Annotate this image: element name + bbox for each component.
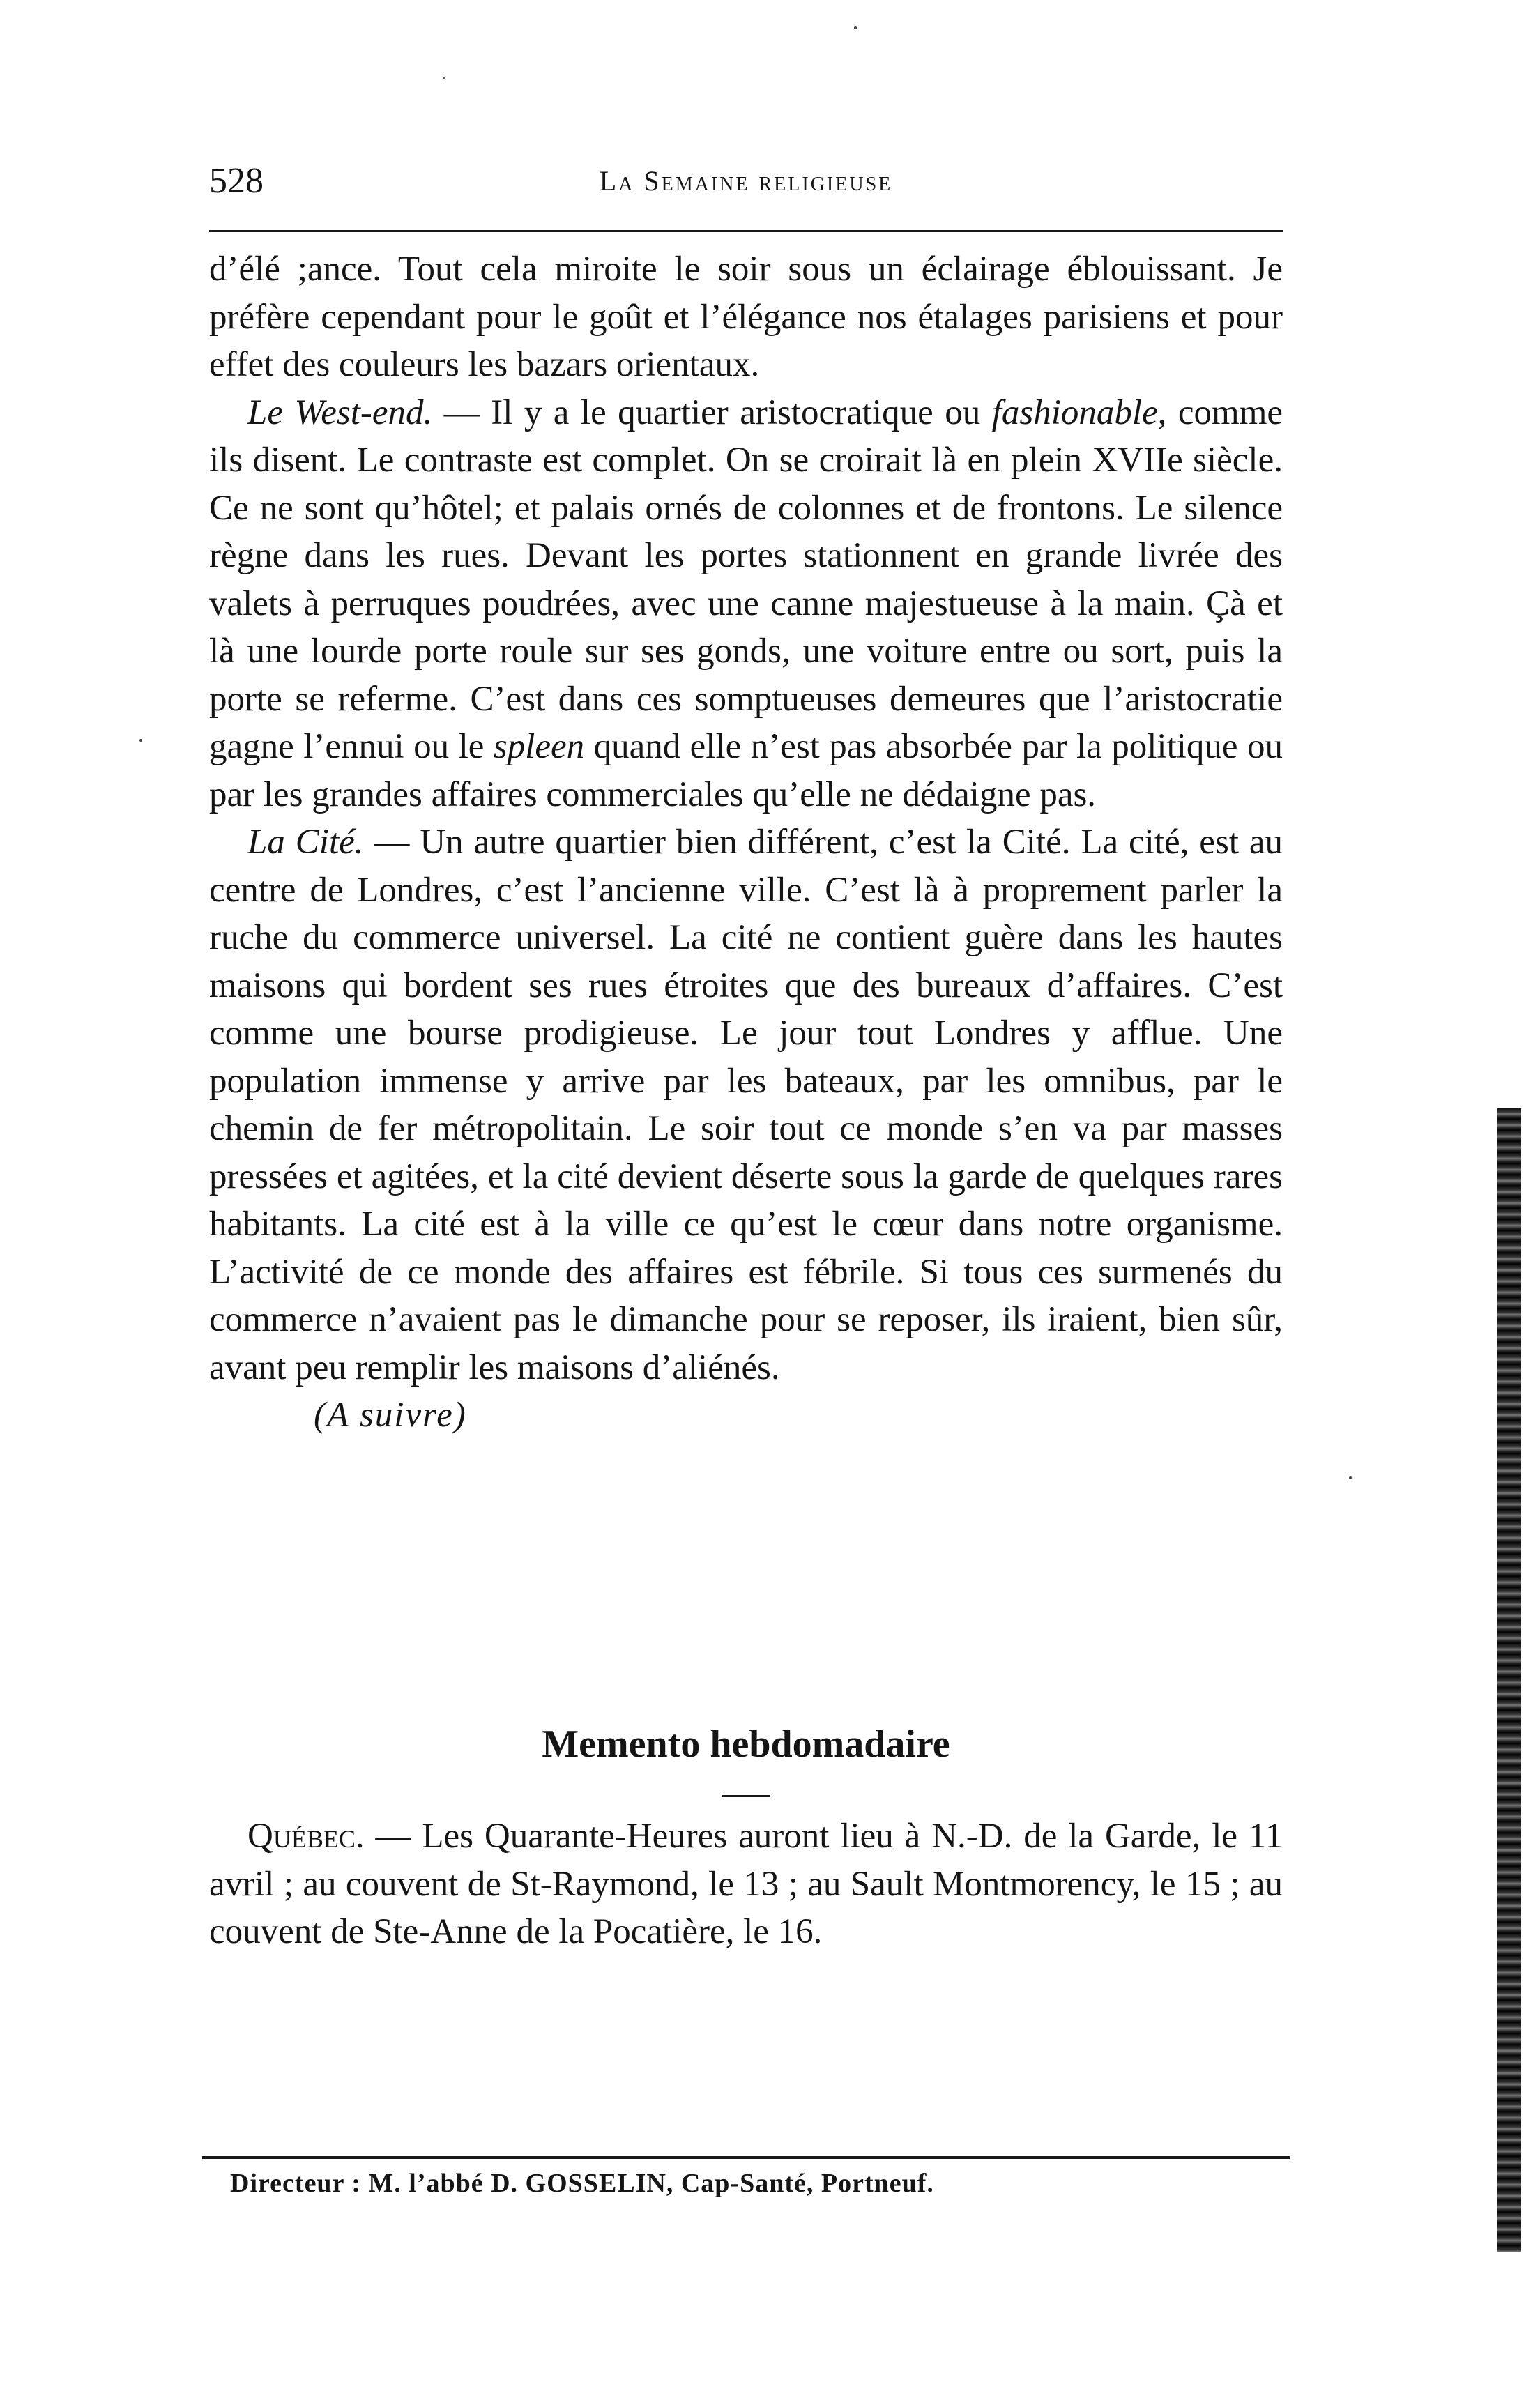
memento-dash xyxy=(722,1795,770,1797)
scanned-page-edge xyxy=(1497,1108,1521,2252)
section-lead-la-cite: La Cité. xyxy=(247,823,364,862)
scan-speck xyxy=(854,26,857,29)
scan-speck xyxy=(1349,1476,1352,1479)
italic-term: spleen xyxy=(493,727,585,766)
header-rule xyxy=(209,230,1283,232)
footer-imprint: Directeur : M. l’abbé D. GOSSELIN, Cap-Santé, Portneuf. xyxy=(230,2169,934,2198)
memento-heading: Memento hebdomadaire xyxy=(542,1723,950,1766)
italic-term: fashionable xyxy=(991,392,1158,432)
paragraph-la-cite xyxy=(209,818,1283,1391)
paragraph-text: — Un autre quartier bien différent, c’est la Cité. La cité, est au centre de Londres, c’est l’ancienne ville. C’est là à proprement parler la ruche du commerce universel. La cité ne contient guère dans les hautes maisons qui bordent ses rues étroites que des bureaux d’affaires. C’est comme une bourse prodigieuse. Le jour tout Londres y afflue. Une population immense y arrive par les bateaux, par les omnibus, par le chemin de fer métropolitain. Le soir tout ce monde s’en va par masses pressées et agitées, et la cité devient déserte sous la garde de quelques rares habitants. La cité est à la ville ce qu’est le cœur dans notre organisme. L’activité de ce monde des affaires est fébrile. Si tous ces surmenés du commerce n’avaient pas le dimanche pour se reposer, ils iraient, bien sûr, avant peu remplir les maisons d’aliénés. xyxy=(209,823,1283,1387)
memento-text: — Les Quarante-Heures auront lieu à N.-D. de la Garde, le 11 avril ; au couvent de St-Raymond, le 13 ; au Sault Montmorency, le 15 ; au couvent de Ste-Anne de la Pocatière, le 16. xyxy=(209,1817,1283,1951)
memento-paragraph xyxy=(209,1812,1283,1956)
paragraph-text: , comme ils disent. Le contraste est complet. On se croirait là en plein XVIIe siècle. Ce ne sont qu’hôtel; et palais ornés de colonnes et de frontons. Le silence règne dans les rues. Devant les portes stationnent en grande livrée des valets à perruques poudrées, avec une canne majestueuse à la main. Çà et là une lourde porte roule sur ses gonds, une voiture entre ou sort, puis la porte se referme. C’est dans ces somptueuses demeures que l’aristocratie gagne l’ennui ou le xyxy=(209,392,1283,766)
paragraph-west-end xyxy=(209,389,1283,819)
paragraph-text: — Il y a le quartier aristocratique ou xyxy=(432,392,992,432)
to-be-continued: (A suivre) xyxy=(314,1396,467,1435)
scan-speck xyxy=(443,77,445,79)
paragraph-continuation: d’élé ;ance. Tout cela miroite le soir sous un éclairage éblouissant. Je préfère cependant pour le goût et l’élégance nos étalages parisiens et pour effet des couleurs les bazars orientaux. xyxy=(209,250,1283,384)
article-body xyxy=(209,245,1283,1440)
running-title: La Semaine religieuse xyxy=(599,165,893,197)
paragraph-text: quand elle n’est pas absorbée par la politique ou par les grandes affaires commerciales qu’elle ne dédaigne pas. xyxy=(209,727,1283,814)
page-header xyxy=(209,160,1283,216)
memento-place: Québec. xyxy=(247,1817,365,1856)
page-number: 528 xyxy=(209,161,264,201)
footer-rule xyxy=(202,2156,1290,2159)
section-lead-west-end: Le West-end. xyxy=(247,392,433,432)
scan-speck xyxy=(139,739,142,742)
